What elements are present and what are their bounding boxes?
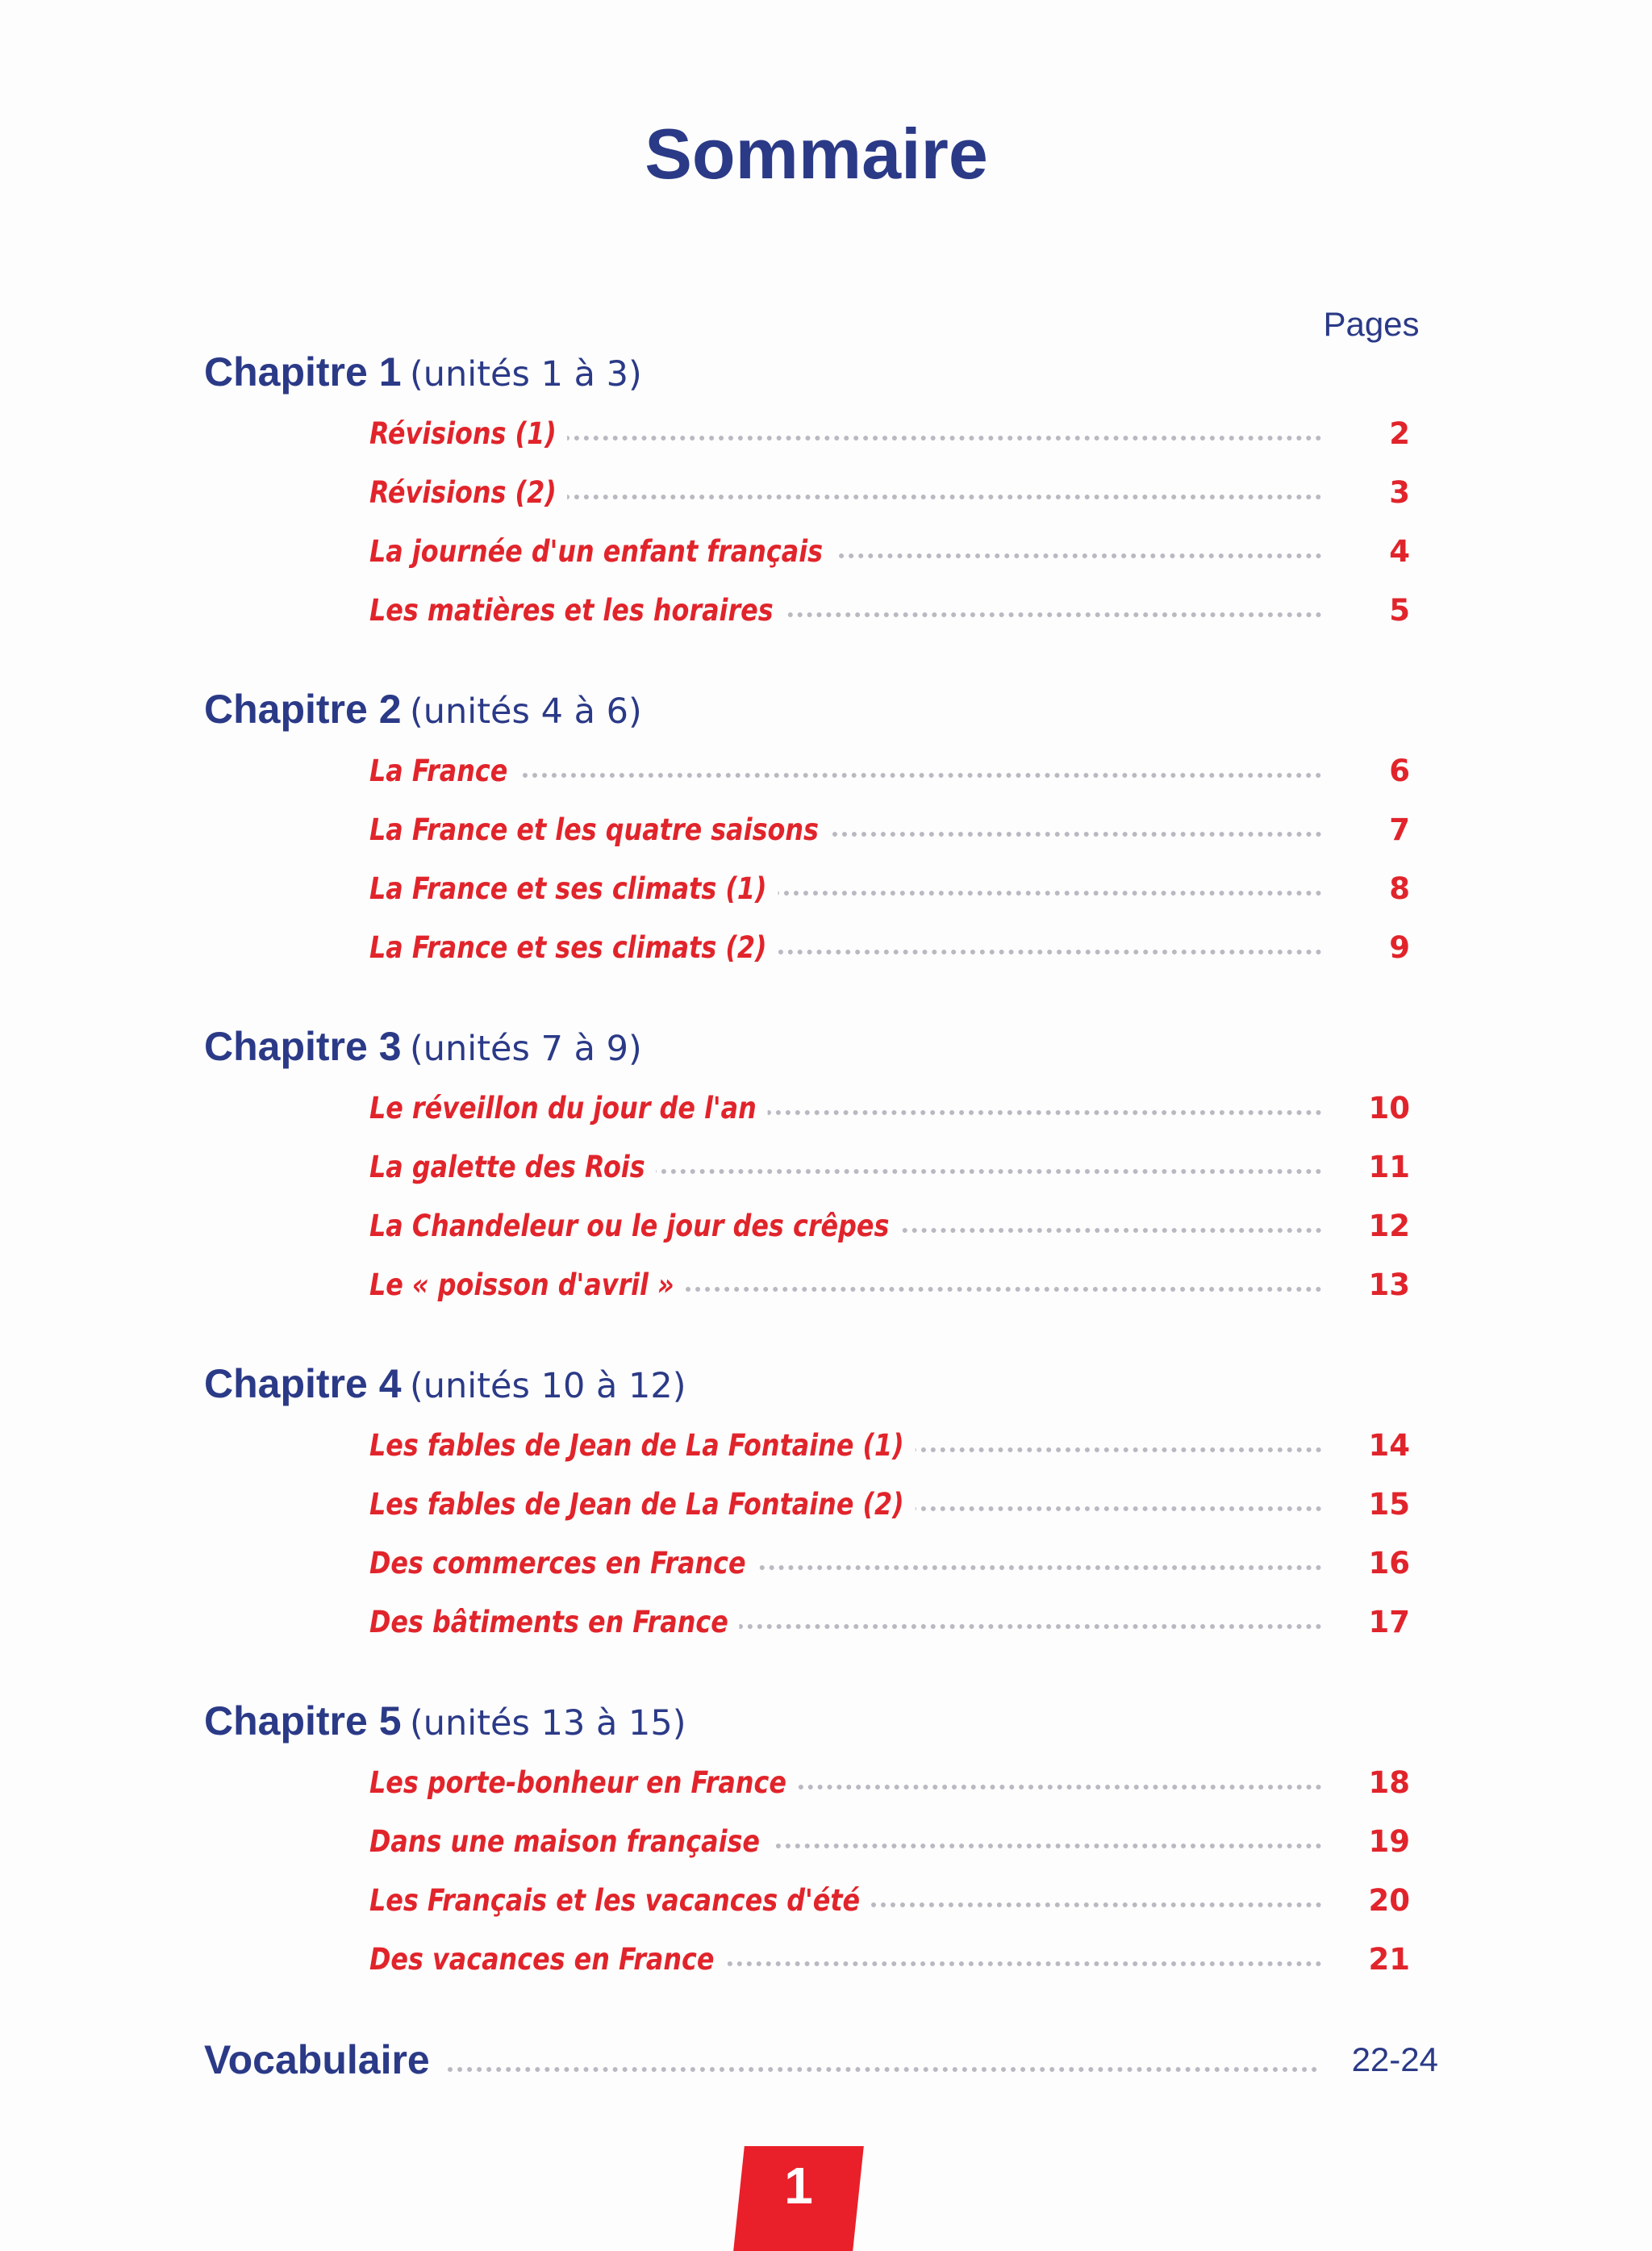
toc-entry-title: Les fables de Jean de La Fontaine (1) bbox=[369, 1422, 915, 1470]
toc-entry[interactable] bbox=[369, 1818, 1410, 1866]
dot-leader bbox=[728, 1624, 1321, 1635]
toc-entry[interactable] bbox=[369, 924, 1410, 972]
toc-entry-page: 20 bbox=[1368, 1883, 1410, 1918]
toc-entry[interactable] bbox=[369, 1422, 1410, 1470]
toc-entry-title: La France et les quatre saisons bbox=[369, 806, 830, 854]
toc-entry-title: Des vacances en France bbox=[369, 1936, 725, 1984]
dot-leader bbox=[565, 495, 1321, 506]
toc-entry-title: Le réveillon du jour de l'an bbox=[369, 1084, 768, 1133]
toc-entry-page: 9 bbox=[1389, 930, 1410, 965]
toc-entry-page: 21 bbox=[1368, 1942, 1410, 1977]
dot-leader bbox=[829, 553, 1321, 565]
pages-column-header: Pages bbox=[1323, 305, 1420, 343]
chapter-units: (unités 10 à 12) bbox=[409, 1366, 686, 1406]
chapter-name: Chapitre 2 bbox=[204, 687, 402, 732]
toc-entry[interactable] bbox=[369, 1936, 1410, 1984]
toc-entry-page: 15 bbox=[1368, 1487, 1410, 1522]
toc-entry-page: 17 bbox=[1368, 1605, 1410, 1639]
toc-entry-title: Les Français et les vacances d'été bbox=[369, 1877, 871, 1925]
toc-entry[interactable] bbox=[369, 1084, 1410, 1133]
dot-leader bbox=[565, 436, 1321, 447]
page-title: Sommaire bbox=[645, 114, 988, 194]
chapter-name: Chapitre 1 bbox=[204, 349, 402, 395]
toc-entry[interactable] bbox=[369, 1202, 1410, 1251]
dot-leader bbox=[861, 1902, 1321, 1914]
toc-entry[interactable] bbox=[369, 1480, 1410, 1529]
toc-entry-page: 13 bbox=[1368, 1267, 1410, 1302]
dot-leader bbox=[902, 1506, 1321, 1518]
toc-entry[interactable] bbox=[369, 1539, 1410, 1588]
toc-entry[interactable] bbox=[369, 865, 1410, 913]
toc-entry-page: 11 bbox=[1368, 1150, 1410, 1184]
toc-entry-page: 6 bbox=[1389, 754, 1410, 788]
toc-entry-title: Des commerces en France bbox=[369, 1539, 757, 1588]
toc-entry-title: La galette des Rois bbox=[369, 1143, 656, 1192]
dot-leader bbox=[757, 1844, 1321, 1855]
toc-entry-title: Dans une maison française bbox=[369, 1818, 771, 1866]
dot-leader bbox=[652, 1169, 1321, 1180]
toc-entry-title: Révisions (2) bbox=[369, 469, 568, 517]
toc-entry-page: 7 bbox=[1389, 812, 1410, 847]
toc-entry[interactable] bbox=[369, 1143, 1410, 1192]
toc-entry-page: 18 bbox=[1368, 1765, 1410, 1800]
toc-entry-title: Le « poisson d'avril » bbox=[369, 1261, 685, 1309]
chapter-units: (unités 1 à 3) bbox=[409, 354, 642, 395]
toc-entry-page: 12 bbox=[1368, 1209, 1410, 1243]
toc-entry-page: 16 bbox=[1368, 1546, 1410, 1581]
dot-leader bbox=[813, 832, 1321, 843]
toc-entry[interactable] bbox=[369, 1759, 1410, 1807]
toc-entry[interactable] bbox=[369, 1877, 1410, 1925]
dot-leader bbox=[448, 2067, 1317, 2072]
chapter-heading-2 bbox=[204, 686, 642, 733]
chapter-units: (unités 7 à 9) bbox=[409, 1029, 642, 1069]
toc-entry-page: 14 bbox=[1368, 1428, 1410, 1463]
chapter-name: Chapitre 3 bbox=[204, 1024, 402, 1069]
toc-entry-page: 19 bbox=[1368, 1824, 1410, 1859]
toc-entry-page: 2 bbox=[1389, 416, 1410, 451]
dot-leader bbox=[740, 1565, 1321, 1577]
dot-leader bbox=[666, 1287, 1321, 1298]
toc-entry-title: Des bâtiments en France bbox=[369, 1598, 740, 1647]
toc-entry[interactable] bbox=[369, 1598, 1410, 1647]
toc-entry-title: La France et ses climats (1) bbox=[369, 865, 778, 913]
toc-entry[interactable] bbox=[369, 806, 1410, 854]
toc-entry-page: 5 bbox=[1389, 593, 1410, 628]
toc-entry-page: 4 bbox=[1389, 534, 1410, 569]
toc-entry-title: Les fables de Jean de La Fontaine (2) bbox=[369, 1480, 915, 1529]
chapter-name: Chapitre 4 bbox=[204, 1361, 402, 1406]
toc-entry-page: 8 bbox=[1389, 871, 1410, 906]
chapter-heading-3 bbox=[204, 1023, 642, 1070]
toc-entry[interactable] bbox=[369, 747, 1410, 796]
toc-entry[interactable] bbox=[369, 587, 1410, 635]
dot-leader bbox=[769, 612, 1321, 624]
toc-entry[interactable] bbox=[369, 410, 1410, 458]
toc-entry-title: Les porte-bonheur en France bbox=[369, 1759, 798, 1807]
toc-entry-title: La France et ses climats (2) bbox=[369, 924, 778, 972]
toc-entry[interactable] bbox=[369, 528, 1410, 576]
chapter-heading-1 bbox=[204, 349, 642, 395]
toc-entry-title: La France bbox=[369, 747, 519, 796]
dot-leader bbox=[874, 1228, 1321, 1239]
toc-entry[interactable] bbox=[369, 1261, 1410, 1309]
toc-entry-title: Révisions (1) bbox=[369, 410, 568, 458]
page-number: 1 bbox=[784, 2157, 813, 2215]
chapter-units: (unités 4 à 6) bbox=[409, 691, 642, 732]
dot-leader bbox=[757, 1110, 1321, 1121]
chapter-name: Chapitre 5 bbox=[204, 1698, 402, 1744]
chapter-units: (unités 13 à 15) bbox=[409, 1703, 686, 1744]
dot-leader bbox=[765, 891, 1321, 902]
vocabulary-label: Vocabulaire bbox=[204, 2037, 430, 2082]
toc-entry-page: 10 bbox=[1368, 1091, 1410, 1126]
vocabulary-entry[interactable] bbox=[204, 2032, 1438, 2088]
dot-leader bbox=[523, 773, 1321, 784]
dot-leader bbox=[789, 1785, 1321, 1796]
toc-entry-title: La Chandeleur ou le jour des crêpes bbox=[369, 1202, 900, 1251]
dot-leader bbox=[769, 950, 1321, 961]
chapter-heading-4 bbox=[204, 1360, 686, 1407]
vocabulary-pages: 22-24 bbox=[1351, 2040, 1438, 2078]
toc-entry-page: 3 bbox=[1389, 475, 1410, 510]
dot-leader bbox=[708, 1961, 1321, 1973]
dot-leader bbox=[902, 1447, 1321, 1459]
chapter-heading-5 bbox=[204, 1698, 686, 1744]
toc-entry-title: Les matières et les horaires bbox=[369, 587, 784, 635]
toc-entry[interactable] bbox=[369, 469, 1410, 517]
toc-entry-title: La journée d'un enfant français bbox=[369, 528, 834, 576]
